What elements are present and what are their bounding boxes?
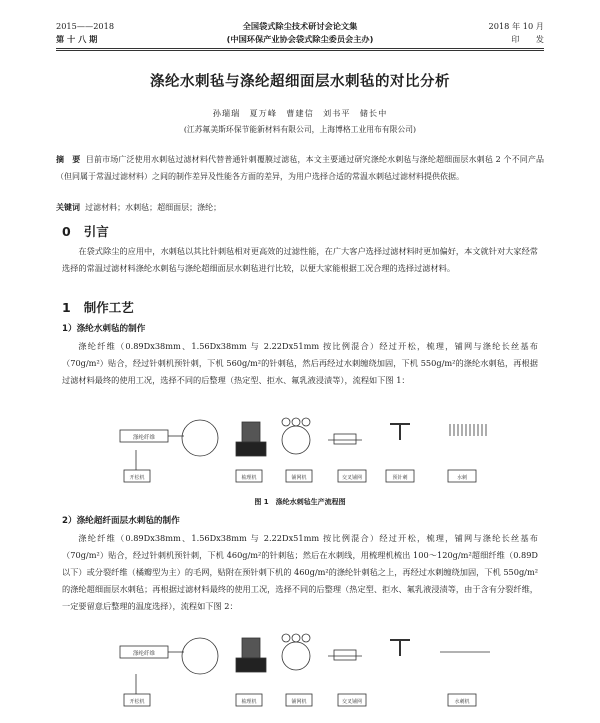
figure-1-flowchart	[90, 410, 510, 492]
header-rule-2	[56, 50, 544, 51]
fig1-roller-main	[282, 426, 310, 454]
fig2-label-opener: 开松机	[129, 699, 145, 705]
keywords-label: 关键词	[56, 202, 80, 212]
keywords	[56, 199, 544, 217]
header-years: 2015——2018	[56, 21, 115, 31]
fig1-opener-drum	[182, 420, 218, 456]
section-0-number: 0	[62, 224, 71, 239]
fig2-carding-body	[236, 658, 266, 672]
subsection-1-text: 涤纶纤维（0.89Dx38mm、1.56Dx38mm 与 2.22Dx51mm 按比例混合）经过开松，梳理，铺网与涤纶长丝基布（70g/m²）贴合，经过针刺机预针刺，下机 560g/m²的针刺毡，然后再经过水刺缠绕加固，下机 550g/m²的涤纶水刺毡，再根据过滤材料最终的使用工况，选择不同的后整理（热定型、拒水、氟乳液浸渍等），流程如下图 1：	[62, 341, 538, 385]
fig2-roller-main	[282, 642, 310, 670]
keywords-text: 过滤材料；水刺毡；超细面层；涤纶；	[85, 203, 222, 212]
fig2-label-hydro: 水刺机	[454, 699, 470, 705]
section-0-heading	[62, 222, 109, 240]
figure-1-caption: 图 1 涤纶水刺毡生产流程图	[254, 498, 346, 506]
section-1-number: 1	[62, 300, 71, 315]
fig2-label-fiber: 涤纶纤维	[132, 651, 156, 657]
page-title: 涤纶水刺毡与涤纶超细面层水刺毡的对比分析	[150, 74, 450, 90]
fig2-label-crosslap: 交叉铺网	[341, 699, 363, 705]
fig1-label-preneedle: 预针刺	[392, 475, 408, 481]
abstract-label: 摘 要	[56, 154, 81, 164]
fig1-label-carding: 梳理机	[241, 475, 257, 481]
fig1-carding-top	[242, 422, 260, 442]
fig1-label-opener: 开松机	[129, 475, 145, 481]
affiliation: (江苏氟美斯环保节能新材料有限公司，上海博格工业用布有限公司)	[183, 125, 417, 134]
fig1-roller-1	[282, 418, 290, 426]
authors: 孙瑞瑞 夏万峰 曹建信 刘书平 储长中	[212, 108, 388, 118]
abstract-text: 目前市场广泛使用水刺毡过滤材料代替普通针刺覆膜过滤毡，本文主要通过研究涤纶水刺毡与涤纶超细面层水刺毡 2 个不同产品（但同属于常温过滤材料）之间的制作差异及性能各方面的差异，为用户选择合适的常温水刺毡过滤材料提供依据。	[56, 155, 545, 181]
section-0-title: 引言	[83, 224, 109, 239]
fig2-roller-3	[302, 634, 310, 642]
fig2-label-lapper: 铺网机	[291, 699, 307, 705]
fig1-label-hydro: 水刺	[456, 475, 468, 481]
abstract	[56, 151, 544, 185]
header-date: 2018 年 10 月	[488, 21, 544, 31]
section-1-heading	[62, 298, 134, 316]
fig1-roller-3	[302, 418, 310, 426]
fig1-roller-2	[292, 418, 300, 426]
figure-2-flowchart	[90, 632, 510, 723]
subsection-2-title: 2）涤纶超纤面层水刺毡的制作	[62, 516, 180, 526]
fig1-label-fiber: 涤纶纤维	[132, 435, 156, 441]
section-1-title: 制作工艺	[83, 300, 134, 315]
section-0-text: 在袋式除尘的应用中，水刺毡以其比针刺毡相对更高效的过滤性能，在广大客户选择过滤材料时更加偏好，本文就针对大家经常选择的常温过滤材料涤纶水刺毡与涤纶超细面层水刺毡进行比较，以便大家能根据工况合理的选择过滤材料。	[62, 246, 538, 273]
subsection-1-title: 1）涤纶水刺毡的制作	[62, 324, 146, 334]
fig2-carding-top	[242, 638, 260, 658]
header-journal-sub: (中国环保产业协会袋式除尘委员会主办)	[226, 34, 374, 44]
header-print-note: 印 发	[511, 34, 544, 44]
fig1-water-jets	[450, 424, 486, 436]
header-issue: 第 十 八 期	[56, 34, 98, 44]
fig1-label-crosslap: 交叉铺网	[341, 475, 363, 481]
fig2-roller-1	[282, 634, 290, 642]
header-rule	[56, 48, 544, 49]
header-journal-title: 全国袋式除尘技术研讨会论文集	[242, 21, 358, 31]
fig2-opener-drum	[182, 638, 218, 674]
fig1-lapper-box	[334, 434, 356, 444]
fig2-label-carding: 梳理机	[241, 699, 257, 705]
fig1-label-lapper: 铺网机	[291, 475, 307, 481]
fig2-lapper-box	[334, 650, 356, 660]
fig1-carding-body	[236, 442, 266, 456]
subsection-2-text: 涤纶纤维（0.89Dx38mm、1.56Dx38mm 与 2.22Dx51mm 按比例混合）经过开松，梳理，铺网与涤纶长丝基布（70g/m²）贴合，经过针刺机预针刺，下机 460g/m²的针刺毡；然后在水刺线，用梳理机梳出 100～120g/m²超细纤维（0.89D 以下）或分裂纤维（橘瓣型为主）的毛网，贴附在预针刺下机的 460g/m²的涤纶针刺毡之上，再经过水刺缠绕加固，下机 550g/m²的涤纶超细面层水刺毡；再根据过滤材料最终的使用工况，选择不同的后整理（热定型、拒水、氟乳液浸渍等，由于含有分裂纤维，一定要留意后整理的温度选择），流程如下图 2：	[62, 533, 538, 611]
fig2-roller-2	[292, 634, 300, 642]
